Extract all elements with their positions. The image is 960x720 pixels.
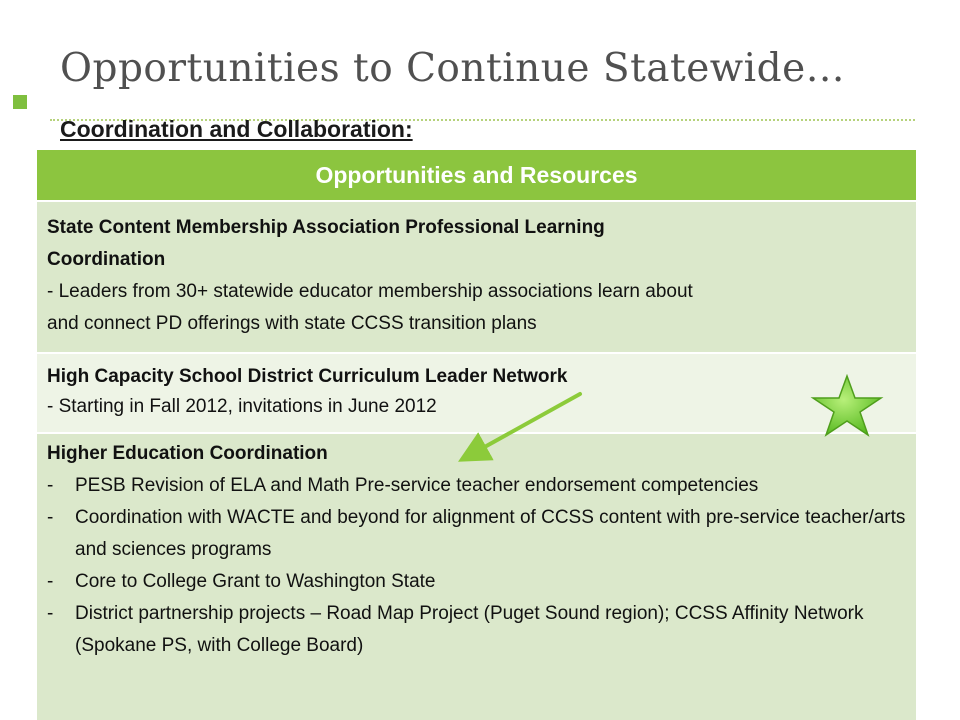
row-heading: High Capacity School District Curriculum Leader Network (47, 366, 568, 387)
slide-title: Opportunities to Continue Statewide… (60, 46, 846, 91)
row-description: and connect PD offerings with state CCSS transition plans (47, 313, 537, 334)
list-item-text: Core to College Grant to Washington State (75, 571, 436, 592)
slide-subtitle: Coordination and Collaboration: (60, 116, 413, 142)
star-icon (809, 374, 885, 438)
list-item-text: Coordination with WACTE and beyond for alignment of CCSS content with pre-service teacher/arts and sciences programs (75, 507, 906, 560)
row-heading: Coordination (47, 249, 166, 270)
table-header: Opportunities and Resources (37, 150, 916, 200)
list-dash: - (47, 507, 54, 528)
row-description: - Leaders from 30+ statewide educator membership associations learn about (47, 281, 693, 302)
list-dash: - (47, 571, 54, 592)
row-heading: Higher Education Coordination (47, 443, 328, 464)
list-item-text: PESB Revision of ELA and Math Pre-service teacher endorsement competencies (75, 475, 759, 496)
row-heading: State Content Membership Association Professional Learning (47, 217, 605, 238)
list-item-text: District partnership projects – Road Map Project (Puget Sound region); CCSS Affinity Network (Spokane PS, with College Board) (75, 603, 864, 656)
list-dash: - (47, 603, 54, 624)
row-description: - Starting in Fall 2012, invitations in June 2012 (47, 396, 437, 417)
list-dash: - (47, 475, 54, 496)
